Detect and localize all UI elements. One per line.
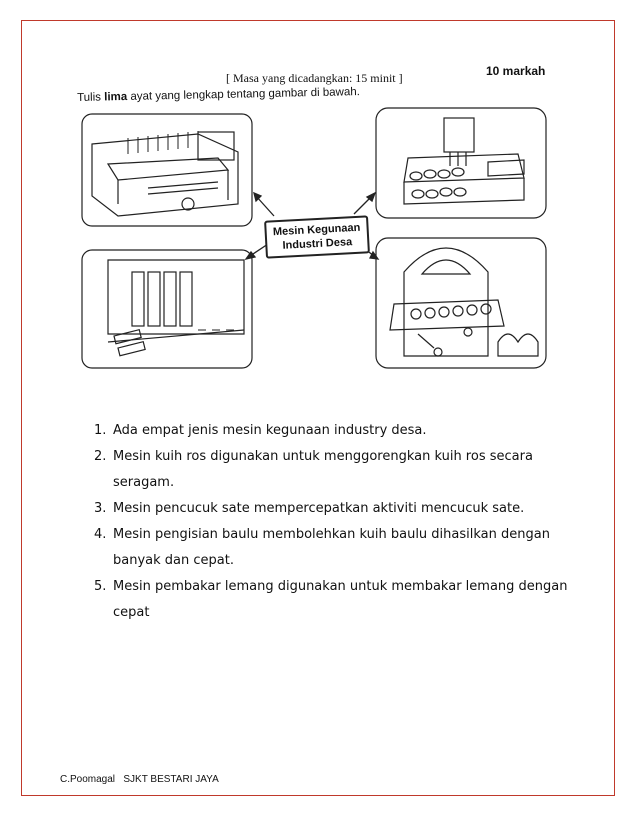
answer-list [94, 418, 574, 626]
sate-machine-drawing [82, 114, 252, 226]
lemang-machine-drawing [82, 250, 252, 368]
answer-text: Mesin kuih ros digunakan untuk menggorengkan kuih ros secara seragam. [113, 449, 533, 490]
answer-number: 2. [94, 449, 107, 464]
answer-number: 4. [94, 527, 107, 542]
instruction-emphasis: lima [104, 90, 128, 104]
footer [60, 774, 219, 785]
baulu-machine-drawing [376, 238, 546, 368]
answer-number: 1. [94, 423, 107, 438]
marks-label: 10 markah [486, 64, 546, 78]
instruction-text-before: Tulis [77, 91, 105, 104]
center-label-line1: Mesin Kegunaan [272, 221, 361, 239]
footer-school: SJKT BESTARI JAYA [123, 774, 219, 785]
footer-author: C.Poomagal [60, 774, 116, 785]
answer-item-4 [94, 522, 574, 574]
center-label-line2: Industri Desa [282, 236, 353, 252]
answer-number: 5. [94, 579, 107, 594]
answer-text: Mesin pencucuk sate mempercepatkan aktiviti mencucuk sate. [113, 501, 525, 516]
answer-item-3 [94, 496, 574, 522]
answer-text: Mesin pengisian baulu membolehkan kuih baulu dihasilkan dengan banyak dan cepat. [113, 527, 550, 568]
kuih-ros-machine-drawing [376, 108, 546, 218]
answer-number: 3. [94, 501, 107, 516]
answer-item-2 [94, 444, 574, 496]
answer-item-1 [94, 418, 574, 444]
center-label [264, 215, 370, 258]
answer-item-5 [94, 574, 574, 626]
answer-text: Ada empat jenis mesin kegunaan industry desa. [113, 423, 427, 438]
instruction-text-after: ayat yang lengkap tentang gambar di bawah. [127, 86, 360, 103]
answer-text: Mesin pembakar lemang digunakan untuk membakar lemang dengan cepat [113, 579, 568, 620]
time-note: [ Masa yang dicadangkan: 15 minit ] [226, 71, 403, 85]
